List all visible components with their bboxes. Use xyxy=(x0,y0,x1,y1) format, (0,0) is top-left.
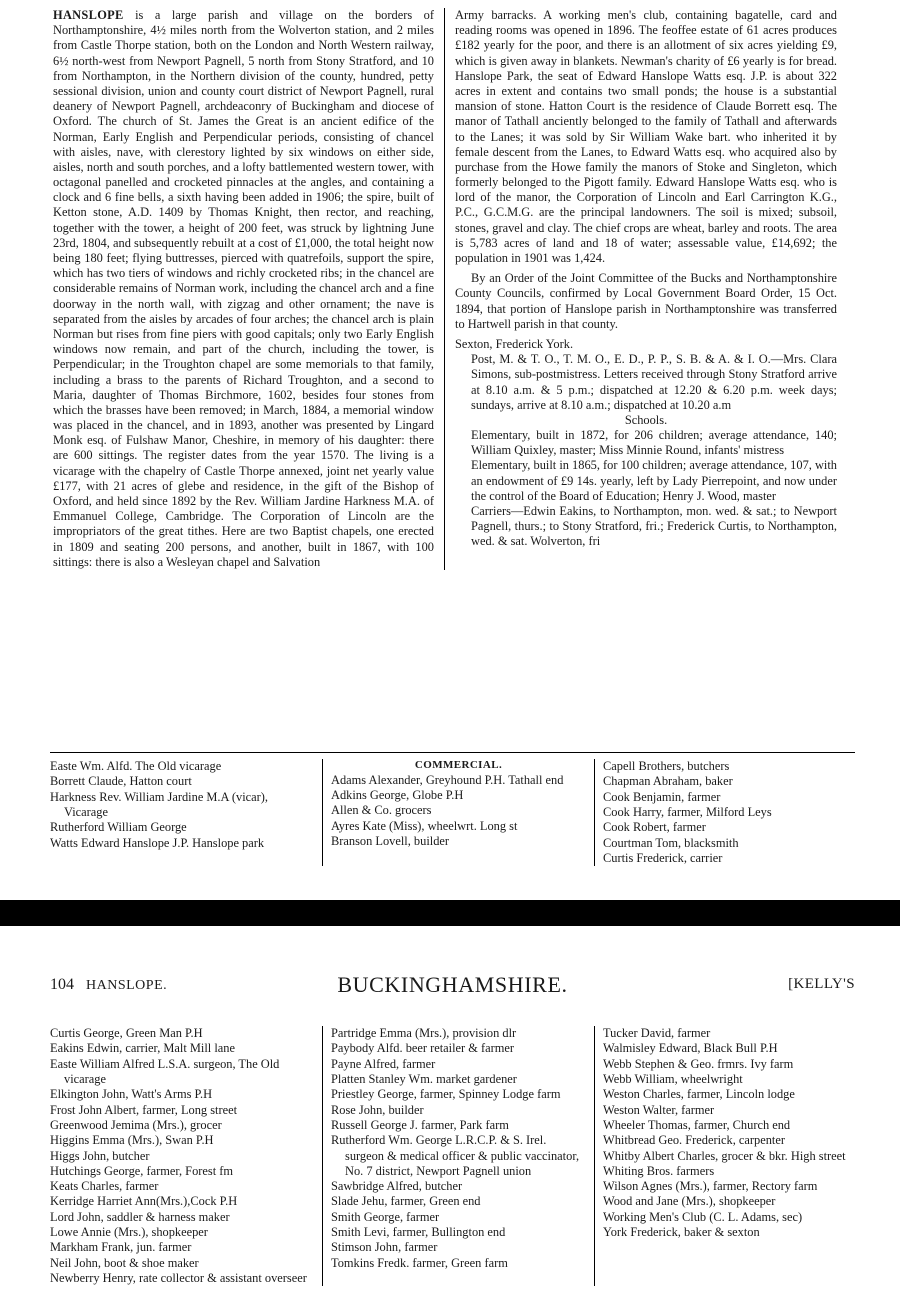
right-text-column xyxy=(445,8,840,570)
list-item: Capell Brothers, butchers xyxy=(603,759,730,773)
school-entry: Elementary, built in 1865, for 100 children; average attendance, 107, with an endowment of £9 14s. yearly, left by Lady Pierrepoint, and now under the control of the Board of Education; Henry J. Wood, master xyxy=(471,458,837,503)
list-item: Higgs John, butcher xyxy=(50,1148,150,1163)
list-item: York Frederick, baker & sexton xyxy=(603,1225,760,1240)
running-header-publisher: [KELLY'S xyxy=(788,976,855,992)
parish-description-continued: Army barracks. A working men's club, containing bagatelle, card and reading rooms was opened in 1896. The feoffee estate of 61 acres produces £182 yearly for the poor, and there is an allotment of six acres yielding £9, which is given away in blankets. Newman's charity of £6 yearly is for bread. Hanslope Park, the seat of Edward Hanslope Watts esq. J.P. is about 322 acres in extent and contains two small ponds; the house is a substantial mansion of stone. Hatton Court is the residence of Claude Borrett esq. The manor of Tathall anciently belonged to the family of Tathall and afterwards to the Lanes; it was sold by Sir William Wake bart. who inherited it by female descent from the Lanes, to Edward Watts esq. who acquired also by purchase from the Howe family the manors of Stoke and Singleton, which formerly belonged to the Pigott family. Edward Hanslope Watts esq. who is lord of the manor, the Corporation of Lincoln and Earl Carrington K.G., P.C., G.C.M.G. are the principal landowners. The soil is mixed; subsoil, stones, gravel and clay. The chief crops are wheat, barley and roots. The area is 5,783 acres of land and 18 of water; assessable value, £14,692; the population in 1901 was 1,424. xyxy=(455,8,837,265)
list-item: Cook Benjamin, farmer xyxy=(603,789,721,804)
list-item: Sawbridge Alfred, butcher xyxy=(331,1179,463,1194)
page-separator-band xyxy=(0,900,900,926)
running-header-county: BUCKINGHAMSHIRE. xyxy=(337,972,568,997)
list-item: Greenwood Jemima (Mrs.), grocer xyxy=(50,1117,222,1132)
list-item: Easte Wm. Alfd. The Old vicarage xyxy=(50,759,222,773)
left-text-column xyxy=(50,8,445,570)
list-item: Borrett Claude, Hatton court xyxy=(50,774,192,789)
private-residents-directory xyxy=(50,752,855,866)
list-item: Wheeler Thomas, farmer, Church end xyxy=(603,1117,791,1132)
list-item: Platten Stanley Wm. market gardener xyxy=(331,1071,517,1086)
list-item: Paybody Alfd. beer retailer & farmer xyxy=(331,1041,515,1056)
list-item: Curtis George, Green Man P.H xyxy=(50,1026,203,1040)
list-item: Working Men's Club (C. L. Adams, sec) xyxy=(603,1209,803,1224)
directory-column-one xyxy=(50,759,322,866)
sexton-entry: Sexton, Frederick York. xyxy=(455,336,574,351)
two-column-text-body xyxy=(50,8,855,570)
list-item: Rose John, builder xyxy=(331,1102,424,1117)
list-item: Rutherford William George xyxy=(50,820,187,835)
list-item: Tucker David, farmer xyxy=(603,1026,711,1040)
list-item: Eakins Edwin, carrier, Malt Mill lane xyxy=(50,1041,235,1056)
page-number: 104 xyxy=(50,976,74,993)
list-item: Payne Alfred, farmer xyxy=(331,1056,436,1071)
running-header-place: HANSLOPE. xyxy=(86,978,168,993)
list-item: Stimson John, farmer xyxy=(331,1240,438,1255)
list-item: Webb Stephen & Geo. frmrs. Ivy farm xyxy=(603,1056,794,1071)
list-item: Smith George, farmer xyxy=(331,1209,440,1224)
list-item: Ayres Kate (Miss), wheelwrt. Long st xyxy=(331,818,518,833)
list-item: Lord John, saddler & harness maker xyxy=(50,1209,230,1224)
list-item: Elkington John, Watt's Arms P.H xyxy=(50,1087,213,1102)
list-item: Allen & Co. grocers xyxy=(331,803,432,818)
commercial-directory-continued xyxy=(50,1026,855,1286)
list-item: Russell George J. farmer, Park farm xyxy=(331,1117,509,1132)
list-item: Whiting Bros. farmers xyxy=(603,1163,715,1178)
list-item: Watts Edward Hanslope J.P. Hanslope park xyxy=(50,835,265,850)
list-item: Cook Harry, farmer, Milford Leys xyxy=(603,804,772,819)
parish-description-text: is a large parish and village on the borders of Northamptonshire, 4½ miles north from the Wolverton station, and 2 miles from Castle Thorpe station, both on the London and North Western railway, 6½ north-west from Newport Pagnell, 5 north from Stony Stratford, and 10 from Northampton, in the Northern division of the county, hundred, petty sessional division, union and county court district of Newport Pagnell, rural deanery of Newport Pagnell, archdeaconry of Buckingham and diocese of Oxford. The church of St. James the Great is an ancient edifice of the Norman, Early English and Perpendicular periods, consisting of chancel with aisles, nave, with clerestory lighted by six windows on either side, aisles, north and south porches, and a lofty battlemented western tower, with octagonal panelled and crocketed pinnacles at the angles, and containing a clock and 6 fine bells, a sixth having been added in 1906; the spire, built of Ketton stone, A.D. 1409 by Thomas Knight, then rector, and reaching, together with the tower, a height of 200 feet, was struck by lightning June 23rd, 1804, and subsequently rebuilt at a cost of £1,000, the total height now being 180 feet; flying buttresses, pierced with quatrefoils, support the spire, which has two tiers of windows and richly crocketed ribs; in the chancel are considerable remains of Norman work, including the chancel arch and a fine doorway in the north wall, with zigzag and other ornament; the nave is separated from the aisles by arcades of four arches; the chancel arch is plain Norman but rises from fine piers with good capitals; only two Early English windows now remain, and part of the church, including the tower, is Perpendicular; in the Troughton chapel are some memorials to that family, including a brass to the parents of Richard Troughton, and a second to Maria, daughter of Thomas Birchmore, 1602, besides four stones from which the brasses have been removed; in March, 1884, a memorial window was placed in the chancel, and in 1893, another was presented by Lingard Monk esq. of Fulshaw Manor, Cheshire, in memory of his daughter: there are 600 sittings. The register dates from the year 1570. The living is a vicarage with the chapelry of Castle Thorpe annexed, joint net yearly value £177, with 21 acres of glebe and residence, in the gift of the Bishop of Oxford, and held since 1892 by the Rev. William Jardine Harkness M.A. of Emmanuel College, Cambridge. The Corporation of Lincoln are the impropriators of the great tithes. Here are two Baptist chapels, one erected in 1809 and seating 200 persons, and another, built in 1867, with 100 sittings: there is also a Wesleyan chapel and Salvation xyxy=(53,8,434,569)
list-item: Chapman Abraham, baker xyxy=(603,774,733,789)
list-item: Walmisley Edward, Black Bull P.H xyxy=(603,1041,778,1056)
list-item: Adams Alexander, Greyhound P.H. Tathall end xyxy=(331,772,564,787)
directory-column-three xyxy=(594,759,855,866)
list-item: Webb William, wheelwright xyxy=(603,1071,743,1086)
list-item: Priestley George, farmer, Spinney Lodge farm xyxy=(331,1087,561,1102)
directory-column-two xyxy=(322,1026,594,1286)
list-item: Branson Lovell, builder xyxy=(331,833,450,848)
schools-heading: Schools. xyxy=(624,412,668,427)
list-item: Neil John, boot & shoe maker xyxy=(50,1255,199,1270)
list-item: Weston Charles, farmer, Lincoln lodge xyxy=(603,1087,795,1102)
list-item: Rutherford Wm. George L.R.C.P. & S. Irel. surgeon & medical officer & public vaccinator, No. 7 district, Newport Pagnell union xyxy=(331,1133,580,1178)
list-item: Weston Walter, farmer xyxy=(603,1102,715,1117)
list-item: Keats Charles, farmer xyxy=(50,1179,159,1194)
list-item: Frost John Albert, farmer, Long street xyxy=(50,1102,238,1117)
list-item: Markham Frank, jun. farmer xyxy=(50,1240,192,1255)
list-item: Easte William Alfred L.S.A. surgeon, The Old vicarage xyxy=(50,1056,280,1086)
list-item: Tomkins Fredk. farmer, Green farm xyxy=(331,1255,508,1270)
parish-name: HANSLOPE xyxy=(53,8,124,22)
carriers-entry: Carriers—Edwin Eakins, to Northampton, mon. wed. & sat.; to Newport Pagnell, thurs.; to Stony Stratford, fri.; Frederick Curtis, to Northampton, wed. & sat. Wolverton, fri xyxy=(471,504,837,549)
list-item: Cook Robert, farmer xyxy=(603,820,706,835)
list-item: Wood and Jane (Mrs.), shopkeeper xyxy=(603,1194,776,1209)
list-item: Harkness Rev. William Jardine M.A (vicar), Vicarage xyxy=(50,789,269,819)
parish-description-paragraph xyxy=(53,8,434,570)
list-item: Whitby Albert Charles, grocer & bkr. High street xyxy=(603,1148,846,1163)
list-item: Lowe Annie (Mrs.), shopkeeper xyxy=(50,1225,208,1240)
list-item: Newberry Henry, rate collector & assistant overseer xyxy=(50,1271,307,1285)
list-item: Slade Jehu, farmer, Green end xyxy=(331,1194,481,1209)
school-entry: Elementary, built in 1872, for 206 children; average attendance, 140; William Quixley, master; Miss Minnie Round, infants' mistress xyxy=(471,428,837,458)
list-item: Smith Levi, farmer, Bullington end xyxy=(331,1225,506,1240)
directory-column-three xyxy=(594,1026,855,1286)
list-item: Adkins George, Globe P.H xyxy=(331,787,464,802)
boundary-order-paragraph: By an Order of the Joint Committee of the Bucks and Northamptonshire County Councils, confirmed by Local Government Board Order, 15 Oct. 1894, that portion of Hanslope parish in Northamptonshire was transferred to Hartwell parish in that county. xyxy=(455,271,837,331)
list-item: Courtman Tom, blacksmith xyxy=(603,835,739,850)
list-item: Wilson Agnes (Mrs.), farmer, Rectory farm xyxy=(603,1179,818,1194)
list-item: Whitbread Geo. Frederick, carpenter xyxy=(603,1133,785,1148)
list-item: Hutchings George, farmer, Forest fm xyxy=(50,1163,234,1178)
list-item: Partridge Emma (Mrs.), provision dlr xyxy=(331,1026,517,1040)
list-item: Kerridge Harriet Ann(Mrs.),Cock P.H xyxy=(50,1194,238,1209)
commercial-heading: COMMERCIAL. xyxy=(414,759,503,771)
directory-column-one xyxy=(50,1026,322,1286)
list-item: Higgins Emma (Mrs.), Swan P.H xyxy=(50,1133,214,1148)
post-office-entry: Post, M. & T. O., T. M. O., E. D., P. P., S. B. & A. & I. O.—Mrs. Clara Simons, sub-postmistress. Letters received through Stony Stratford arrive at 8.10 a.m. & 5 p.m.; dispatched at 12.20 & 6.20 p.m. week days; sundays, arrive at 8.10 a.m.; dispatched at 10.20 a.m xyxy=(471,352,837,412)
list-item: Curtis Frederick, carrier xyxy=(603,850,723,865)
page-two-fragment xyxy=(0,926,900,1312)
directory-column-two xyxy=(322,759,594,866)
